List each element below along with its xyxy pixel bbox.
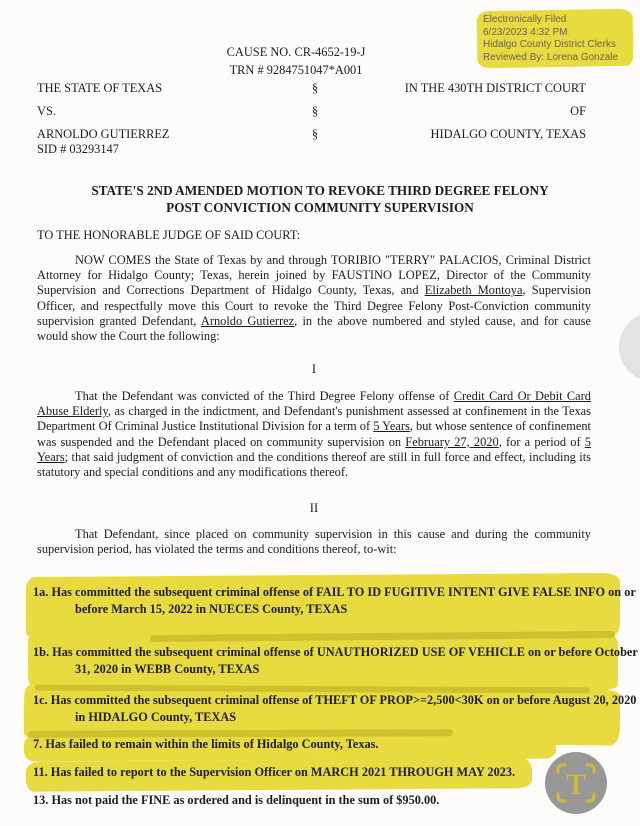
stamp-line: Reviewed By: Lorena Gonzale: [483, 51, 619, 63]
section-2-numeral: II: [309, 501, 319, 515]
section-2-paragraph: That Defendant, since placed on community supervision in this cause and during the community supervision period, has violated the terms and conditions thereof, to-wit:: [37, 527, 591, 557]
defendant-name: ARNOLDO GUTIERREZ: [37, 127, 170, 141]
text-segment: ; that said judgment of conviction and the conditions thereof are still in full force and effect, including its statutory and special conditions and any modifications thereof.: [37, 449, 591, 480]
scanner-watermark-button[interactable]: [543, 750, 609, 816]
party-state: THE STATE OF TEXAS: [37, 81, 163, 95]
violation-text: Has committed the subsequent criminal offense of FAIL TO ID FUGITIVE INTENT GIVE FALSE INFO on or before March 15, 2022 in NUECES County, TEXAS: [51, 585, 636, 616]
violation-number: 1a.: [33, 585, 49, 599]
motion-title-line1: STATE'S 2ND AMENDED MOTION TO REVOKE THIRD DEGREE FELONY: [91, 183, 549, 198]
text-segment: , in the above numbered and styled cause, and for cause would show the Court the following:: [37, 313, 592, 344]
court-name: IN THE 430TH DISTRICT COURT: [404, 81, 586, 95]
stamp-line: Electronically Filed: [483, 14, 567, 25]
violation-text: Has failed to report to the Supervision Officer on MARCH 2021 THROUGH MAY 2023.: [50, 765, 516, 779]
violation-item-1c: [33, 692, 640, 726]
violation-number: 1b.: [33, 645, 50, 659]
term-length: 5 Years: [373, 419, 410, 434]
offense-name: Credit Card Or Debit Card Abuse Elderly: [37, 389, 591, 419]
supervision-date: February 27, 2020: [405, 434, 499, 449]
text-segment: , for a period of: [498, 434, 585, 449]
violation-number: 11.: [33, 765, 48, 779]
violation-text: Has committed the subsequent criminal offense of UNAUTHORIZED USE OF VEHICLE on or before October 31, 2020 in WEBB County, TEXAS: [52, 645, 638, 676]
section-symbol: §: [311, 104, 319, 118]
violation-number: 13.: [33, 793, 49, 807]
stamp-line: Hidalgo County District Clerks: [483, 39, 616, 51]
motion-title: [0, 183, 640, 216]
motion-title-line2: POST CONVICTION COMMUNITY SUPERVISION: [166, 199, 474, 215]
violation-item-1a: [33, 584, 640, 618]
violation-text: Has not paid the FINE as ordered and is delinquent in the sum of $950.00.: [51, 793, 440, 807]
caption-parties: [37, 81, 170, 165]
scan-t-icon: [543, 750, 609, 816]
vs-label: VS.: [37, 104, 56, 118]
section-1-paragraph: [37, 389, 591, 480]
salutation: TO THE HONORABLE JUDGE OF SAID COURT:: [37, 228, 301, 242]
opening-paragraph: [37, 253, 591, 344]
supervision-period: 5 Years: [37, 434, 591, 464]
violation-number: 1c.: [33, 693, 48, 707]
violation-text: Has committed the subsequent criminal offense of THEFT OF PROP>=2,500<30K on or before August 20, 2020 in HIDALGO County, TEXAS: [50, 693, 637, 724]
cause-number: CAUSE NO. CR-4652-19-J: [226, 45, 366, 59]
violation-item-1b: [33, 644, 640, 678]
trn-number: TRN # 9284751047*A001: [229, 63, 363, 77]
stamp-line: 6/23/2023 4:32 PM: [483, 26, 568, 38]
text-segment: , as charged in the indictment, and Defendant's punishment assessed at confinement in the Texas Department Of Criminal Justice Institutional Division for a term of: [37, 404, 591, 434]
section-symbol: §: [311, 127, 319, 141]
text-segment: , Supervision Officer, and respectfully move this Court to revoke the Third Degree Felony Post-Conviction community supervision granted Defendant,: [37, 283, 591, 328]
section-symbol: §: [311, 81, 319, 95]
violation-text: Has failed to remain within the limits of Hidalgo County, Texas.: [45, 737, 379, 751]
court-of: OF: [570, 104, 586, 118]
defendant-name-inline: Arnoldo Gutierrez: [200, 313, 295, 328]
text-segment: , but whose sentence of confinement was suspended and the Defendant placed on community supervision on: [37, 419, 591, 449]
violation-number: 7.: [33, 737, 43, 751]
section-symbols: [300, 81, 330, 150]
watermark-letter: T: [565, 768, 587, 801]
supervision-officer-name: Elizabeth Montoya: [424, 283, 523, 298]
text-segment: That the Defendant was convicted of the Third Degree Felony offense of: [75, 389, 454, 403]
court-county: HIDALGO COUNTY, TEXAS: [430, 127, 586, 141]
section-1-numeral: I: [311, 362, 317, 376]
sid-number: SID # 03293147: [37, 142, 119, 156]
text-segment: NOW COMES the State of Texas by and through TORIBIO "TERRY" PALACIOS, Criminal District Attorney for Hidalgo County; Texas, herein joined by FAUSTINO LOPEZ, Director of the Community Supervision and Corrections Department of Hidalgo County, Texas, and: [37, 253, 591, 298]
caption-court: [360, 81, 586, 150]
